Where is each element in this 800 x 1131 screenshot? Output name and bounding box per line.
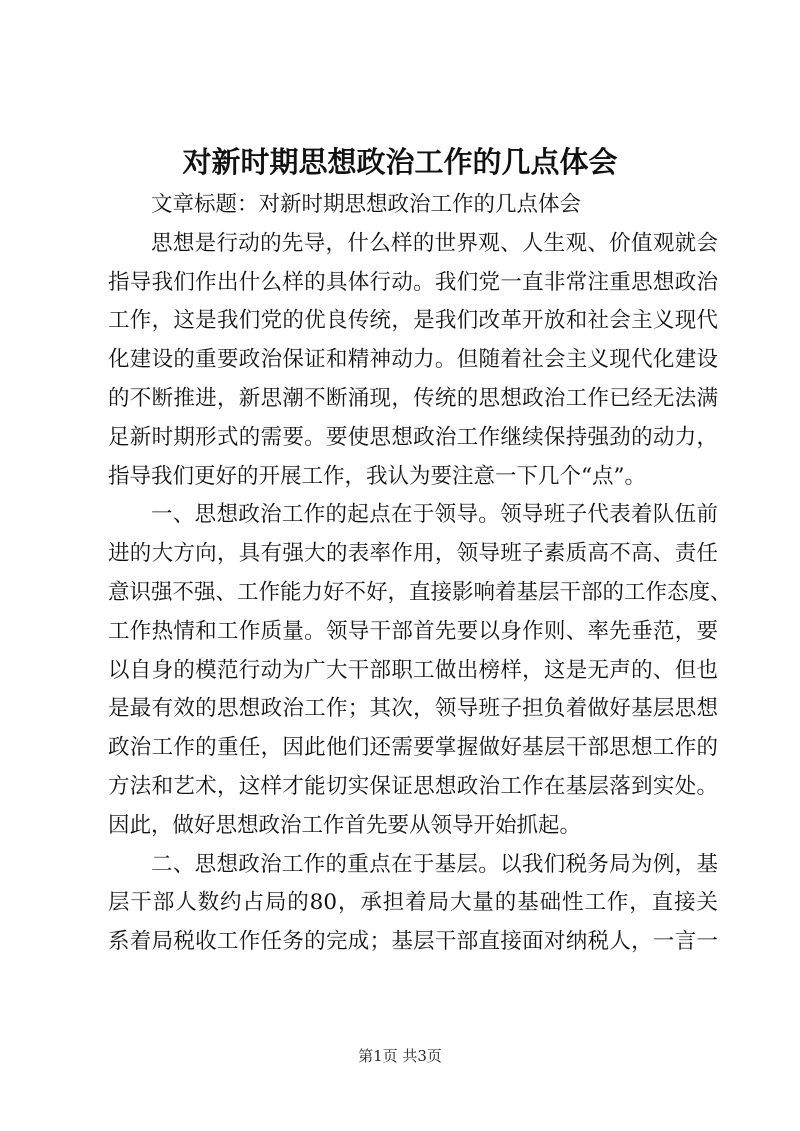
paragraph-line: 指导我们更好的开展工作，我认为要注意一下几个“点”。 [108, 463, 646, 489]
document-title: 对新时期思想政治工作的几点体会 [182, 145, 618, 179]
paragraph-line: 化建设的重要政治保证和精神动力。但随着社会主义现代化建设 [108, 347, 718, 373]
paragraph-line: 工作热情和工作质量。领导干部首先要以身作则、率先垂范，要 [108, 618, 718, 644]
document-body [108, 186, 732, 962]
paragraph-line: 进的大方向，具有强大的表率作用，领导班子素质高不高、责任 [108, 541, 718, 567]
paragraph-line: 一、思想政治工作的起点在于领导。领导班子代表着队伍前 [151, 502, 718, 528]
page-number-footer: 第1页 共3页 [358, 1047, 442, 1065]
paragraph-line: 以自身的模范行动为广大干部职工做出榜样，这是无声的、但也 [108, 657, 718, 683]
paragraph-line: 足新时期形式的需要。要使思想政治工作继续保持强劲的动力， [108, 424, 718, 450]
paragraph-line: 思想是行动的先导，什么样的世界观、人生观、价值观就会 [151, 230, 718, 256]
paragraph-line: 层干部人数约占局的80，承担着局大量的基础性工作，直接关 [108, 890, 718, 916]
paragraph-line: 是最有效的思想政治工作；其次，领导班子担负着做好基层思想 [108, 696, 718, 722]
article-title-line: 文章标题：对新时期思想政治工作的几点体会 [151, 192, 582, 217]
paragraph-line: 方法和艺术，这样才能切实保证思想政治工作在基层落到实处。 [108, 773, 718, 799]
paragraph-line: 的不断推进，新思潮不断涌现，传统的思想政治工作已经无法满 [108, 385, 718, 411]
paragraph-line: 因此，做好思想政治工作首先要从领导开始抓起。 [108, 812, 582, 838]
paragraph-line: 政治工作的重任，因此他们还需要掌握做好基层干部思想工作的 [108, 735, 718, 761]
paragraph-line: 意识强不强、工作能力好不好，直接影响着基层干部的工作态度、 [108, 579, 732, 605]
paragraph-line: 系着局税收工作任务的完成；基层干部直接面对纳税人，一言一 [108, 929, 718, 955]
paragraph-line: 工作，这是我们党的优良传统，是我们改革开放和社会主义现代 [108, 308, 718, 334]
paragraph-line: 二、思想政治工作的重点在于基层。以我们税务局为例，基 [151, 851, 718, 877]
paragraph-line: 指导我们作出什么样的具体行动。我们党一直非常注重思想政治 [108, 269, 718, 295]
